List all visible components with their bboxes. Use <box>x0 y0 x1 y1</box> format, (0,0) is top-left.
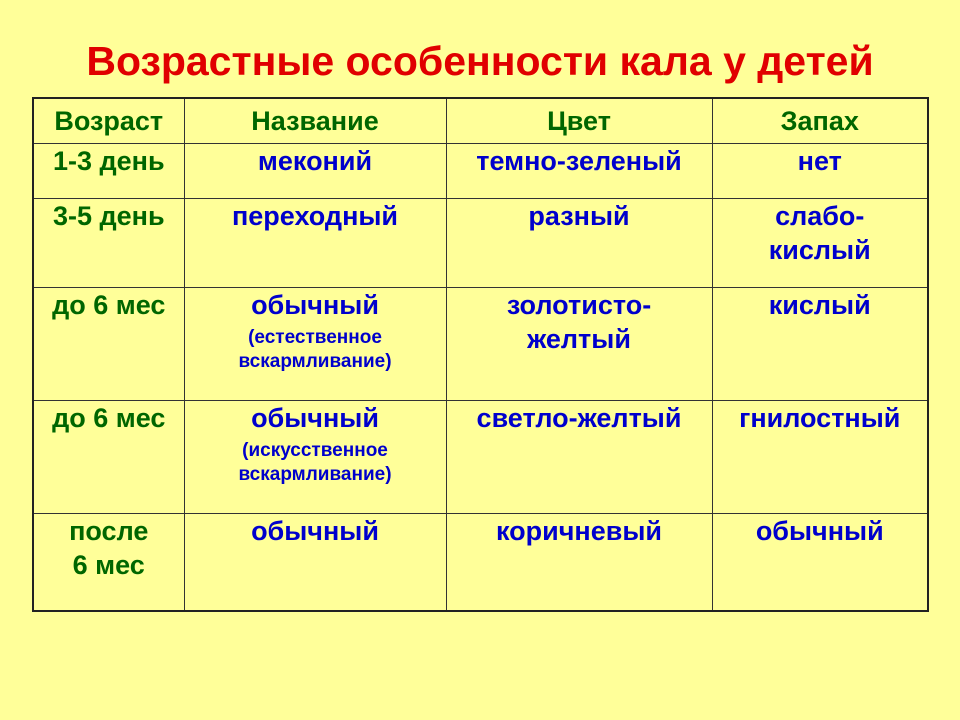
header-color: Цвет <box>446 98 712 144</box>
age-text-line2: 6 мес <box>72 550 145 580</box>
name-note <box>185 326 446 374</box>
color-text-line2: желтый <box>527 324 631 354</box>
color-text: темно-зеленый <box>476 146 682 176</box>
header-name: Название <box>184 98 446 144</box>
name-cell <box>184 199 446 288</box>
name-note-line2: вскармливание) <box>238 464 392 485</box>
age-cell <box>33 514 184 611</box>
table-row <box>33 401 928 514</box>
smell-cell <box>712 144 928 199</box>
age-text: до 6 мес <box>52 403 166 433</box>
name-note-line1: (искусственное <box>242 440 388 461</box>
table-header-row <box>33 98 928 144</box>
color-cell <box>446 401 712 514</box>
table-row <box>33 288 928 401</box>
name-note-line1: (естественное <box>248 327 382 348</box>
age-text: до 6 мес <box>52 290 166 320</box>
smell-cell <box>712 288 928 401</box>
color-cell <box>446 144 712 199</box>
name-text: меконий <box>257 146 373 176</box>
color-text-line1: золотисто- <box>506 290 652 320</box>
smell-text: кислый <box>768 290 871 320</box>
smell-text: нет <box>797 146 842 176</box>
age-cell <box>33 401 184 514</box>
name-cell <box>184 288 446 401</box>
slide-title: Возрастные особенности кала у детей <box>86 38 874 84</box>
table-row <box>33 199 928 288</box>
name-cell <box>184 401 446 514</box>
age-cell <box>33 288 184 401</box>
name-note-line2: вскармливание) <box>238 351 392 372</box>
name-text: обычный <box>251 403 379 433</box>
age-text: 1-3 день <box>52 146 165 176</box>
smell-cell <box>712 401 928 514</box>
color-cell <box>446 199 712 288</box>
color-text: разный <box>528 201 630 231</box>
color-cell <box>446 514 712 611</box>
table-row <box>33 514 928 611</box>
smell-text: обычный <box>755 516 884 546</box>
name-note <box>185 439 446 487</box>
name-text: переходный <box>231 201 399 231</box>
age-text-line1: после <box>69 516 149 546</box>
header-smell: Запах <box>712 98 928 144</box>
smell-cell <box>712 199 928 288</box>
color-cell <box>446 288 712 401</box>
name-cell <box>184 144 446 199</box>
header-age: Возраст <box>33 98 184 144</box>
smell-text: гнилостный <box>739 403 901 433</box>
name-text: обычный <box>251 290 379 320</box>
name-cell <box>184 514 446 611</box>
age-cell <box>33 199 184 288</box>
age-text: 3-5 день <box>52 201 165 231</box>
color-text: светло-желтый <box>476 403 682 433</box>
smell-cell <box>712 514 928 611</box>
age-cell <box>33 144 184 199</box>
smell-text-line1: слабо- <box>775 201 865 231</box>
color-text: коричневый <box>496 516 662 546</box>
name-text: обычный <box>251 516 379 546</box>
table-row <box>33 144 928 199</box>
feces-table <box>32 97 929 612</box>
smell-text-line2: кислый <box>768 235 871 265</box>
